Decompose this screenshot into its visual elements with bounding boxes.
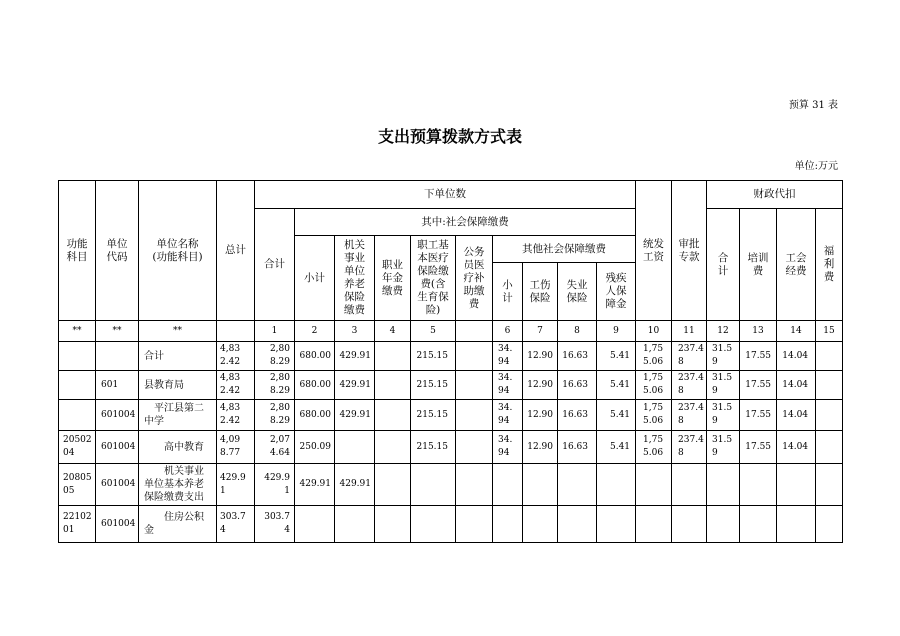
func-code-cell	[59, 464, 96, 506]
pension-cell	[335, 464, 375, 506]
header-unit-code	[96, 181, 139, 321]
welfare-cell	[816, 371, 843, 400]
unit-code-value: 601	[101, 379, 119, 390]
func-code-value: 2210201	[63, 512, 92, 535]
unemployment-cell	[558, 464, 597, 506]
header-fiscal-withholding	[707, 181, 843, 209]
civil-medical-cell	[456, 506, 493, 543]
other-subtotal-value: 34.94	[498, 373, 513, 396]
col-number-total	[217, 321, 255, 342]
unit-code-value: 601004	[101, 479, 136, 489]
training-cell	[740, 506, 777, 543]
col-number-annuity: 4	[375, 321, 411, 342]
header-total	[217, 181, 255, 321]
header-injury	[523, 263, 558, 321]
welfare-cell	[816, 431, 843, 464]
col-number-civil-medical	[456, 321, 493, 342]
training-value: 17.55	[745, 409, 772, 420]
unit-code-cell	[96, 506, 139, 543]
training-value: 17.55	[745, 441, 772, 452]
header-pension-label: 机关事业单位养老保险缴费	[344, 239, 365, 316]
fw-total-cell	[707, 342, 740, 371]
fw-total-cell	[707, 506, 740, 543]
training-cell	[740, 342, 777, 371]
special-fund-value: 237.48	[678, 344, 704, 367]
pension-cell	[335, 342, 375, 371]
header-medical	[411, 236, 456, 321]
header-training-label: 培训费	[747, 251, 769, 277]
disability-value: 5.41	[609, 379, 631, 390]
unified-salary-cell	[636, 342, 672, 371]
special-fund-value: 237.48	[678, 435, 704, 458]
col-number-unit-code: **	[96, 321, 139, 342]
table-header	[59, 181, 843, 321]
injury-value: 12.90	[527, 409, 553, 420]
col-number-func-code: **	[59, 321, 96, 342]
ss-subtotal-value: 680.00	[299, 350, 331, 361]
func-code-cell	[59, 342, 96, 371]
unit-code-cell	[96, 431, 139, 464]
table-body	[59, 321, 843, 543]
header-civil-medical-label: 公务员医疗补助缴费	[463, 245, 485, 310]
header-union	[777, 209, 816, 321]
total-cell	[217, 464, 255, 506]
disability-cell	[597, 464, 636, 506]
unemployment-cell	[558, 371, 597, 400]
other-subtotal-cell	[493, 464, 523, 506]
header-fw-total	[707, 209, 740, 321]
lower-total-cell	[255, 371, 295, 400]
total-value: 303.74	[220, 512, 246, 535]
ss-subtotal-value: 680.00	[299, 379, 331, 390]
other-subtotal-cell	[493, 431, 523, 464]
training-cell	[740, 431, 777, 464]
injury-cell	[523, 431, 558, 464]
lower-total-value: 303.74	[264, 512, 290, 535]
func-code-value: 2050204	[63, 435, 92, 458]
special-fund-cell	[672, 371, 707, 400]
lower-total-cell	[255, 464, 295, 506]
header-unified-salary	[636, 181, 672, 321]
lower-total-cell	[255, 431, 295, 464]
header-unit-code-label: 单位代码	[106, 237, 128, 263]
unit-name-cell	[139, 431, 217, 464]
header-medical-label: 职工基本医疗保险缴费(含生育保险)	[417, 239, 449, 316]
other-subtotal-value: 34.94	[498, 403, 513, 426]
unit-code-value: 601004	[101, 441, 136, 452]
fw-total-value: 31.59	[712, 373, 733, 396]
header-fiscal-withholding-label: 财政代扣	[753, 188, 796, 200]
col-number-unemployment: 8	[558, 321, 597, 342]
medical-cell	[411, 506, 456, 543]
disability-cell	[597, 342, 636, 371]
header-lower-units	[255, 181, 636, 209]
lower-total-value: 2,808.29	[269, 403, 290, 426]
unit-name-cell	[139, 400, 217, 431]
injury-cell	[523, 400, 558, 431]
fw-total-value: 31.59	[712, 403, 733, 426]
header-unified-salary-label: 统发工资	[643, 237, 665, 263]
col-number-disability: 9	[597, 321, 636, 342]
header-func-subject-label: 功能科目	[66, 237, 88, 263]
ss-subtotal-cell	[295, 506, 335, 543]
pension-value: 429.91	[339, 350, 371, 361]
special-fund-cell	[672, 400, 707, 431]
unit-name-value: 住房公积金	[144, 512, 204, 536]
special-fund-cell	[672, 464, 707, 506]
disability-cell	[597, 400, 636, 431]
header-other-subtotal-label: 小计	[502, 278, 513, 304]
func-code-cell	[59, 431, 96, 464]
header-civil-medical	[456, 236, 493, 321]
table-number: 预算 31 表	[788, 100, 838, 111]
civil-medical-cell	[456, 400, 493, 431]
unit-name-cell	[139, 371, 217, 400]
total-value: 429.91	[220, 472, 246, 496]
col-number-medical: 5	[411, 321, 456, 342]
unit-name-value: 机关事业单位基本养老保险缴费支出	[144, 466, 204, 503]
unified-salary-cell	[636, 464, 672, 506]
welfare-cell	[816, 400, 843, 431]
page-title: 支出预算拨款方式表	[377, 127, 522, 146]
table-row	[59, 431, 843, 464]
unified-salary-value: 1,755.06	[643, 373, 664, 396]
medical-value: 215.15	[416, 441, 448, 452]
unemployment-cell	[558, 431, 597, 464]
col-number-fw-total: 12	[707, 321, 740, 342]
header-row-1	[59, 181, 843, 209]
unit-code-cell	[96, 371, 139, 400]
fw-total-value: 31.59	[712, 435, 733, 458]
fw-total-cell	[707, 371, 740, 400]
pension-cell	[335, 400, 375, 431]
medical-cell	[411, 371, 456, 400]
union-cell	[777, 371, 816, 400]
unemployment-cell	[558, 506, 597, 543]
table-row	[59, 464, 843, 506]
header-ss-subtotal-label: 小计	[304, 271, 325, 284]
welfare-cell	[816, 464, 843, 506]
header-fw-total-label: 合计	[717, 251, 729, 277]
lower-total-cell	[255, 342, 295, 371]
other-subtotal-value: 34.94	[498, 435, 513, 458]
header-func-subject	[59, 181, 96, 321]
unit-label: 单位:万元	[794, 161, 838, 172]
col-number-pension: 3	[335, 321, 375, 342]
unemployment-value: 16.63	[562, 441, 588, 452]
header-social-security	[295, 209, 636, 236]
header-annuity-label: 职业年金缴费	[382, 258, 403, 297]
other-subtotal-cell	[493, 342, 523, 371]
header-other-ss-label: 其他社会保障缴费	[522, 242, 607, 255]
unemployment-cell	[558, 400, 597, 431]
medical-value: 215.15	[416, 409, 448, 420]
unified-salary-cell	[636, 431, 672, 464]
func-code-cell	[59, 506, 96, 543]
injury-cell	[523, 371, 558, 400]
civil-medical-cell	[456, 371, 493, 400]
ss-subtotal-cell	[295, 342, 335, 371]
ss-subtotal-cell	[295, 431, 335, 464]
table-row	[59, 400, 843, 431]
medical-value: 215.15	[416, 379, 448, 390]
ss-subtotal-value: 429.91	[299, 479, 331, 489]
unified-salary-value: 1,755.06	[643, 403, 664, 426]
table-row	[59, 506, 843, 543]
unified-salary-cell	[636, 400, 672, 431]
table-row	[59, 342, 843, 371]
unemployment-value: 16.63	[562, 409, 588, 420]
unit-name-cell	[139, 342, 217, 371]
pension-cell	[335, 506, 375, 543]
disability-cell	[597, 371, 636, 400]
unified-salary-cell	[636, 371, 672, 400]
lower-total-value: 429.91	[264, 472, 290, 496]
col-number-injury: 7	[523, 321, 558, 342]
union-value: 14.04	[782, 379, 809, 390]
pension-value: 429.91	[339, 479, 371, 489]
unemployment-value: 16.63	[562, 350, 588, 361]
col-number-ss-subtotal: 2	[295, 321, 335, 342]
pension-value: 429.91	[339, 409, 371, 420]
col-number-special-fund: 11	[672, 321, 707, 342]
col-number-unified-salary: 10	[636, 321, 672, 342]
total-cell	[217, 431, 255, 464]
union-cell	[777, 506, 816, 543]
unit-name-value: 平江县第二中学	[144, 403, 204, 427]
injury-cell	[523, 342, 558, 371]
annuity-cell	[375, 431, 411, 464]
func-code-cell	[59, 400, 96, 431]
col-number-other-subtotal: 6	[493, 321, 523, 342]
header-annuity	[375, 236, 411, 321]
other-subtotal-cell	[493, 506, 523, 543]
disability-cell	[597, 506, 636, 543]
union-value: 14.04	[782, 441, 809, 452]
header-welfare	[816, 209, 843, 321]
table-row	[59, 371, 843, 400]
pension-cell	[335, 371, 375, 400]
unified-salary-cell	[636, 506, 672, 543]
lower-total-value: 2,808.29	[269, 373, 290, 396]
header-disability	[597, 263, 636, 321]
total-cell	[217, 400, 255, 431]
medical-cell	[411, 342, 456, 371]
injury-value: 12.90	[527, 350, 553, 361]
header-training	[740, 209, 777, 321]
ss-subtotal-cell	[295, 371, 335, 400]
total-value: 4,832.42	[220, 403, 241, 426]
union-cell	[777, 400, 816, 431]
training-cell	[740, 400, 777, 431]
disability-cell	[597, 431, 636, 464]
other-subtotal-cell	[493, 400, 523, 431]
total-value: 4,832.42	[220, 373, 241, 396]
civil-medical-cell	[456, 464, 493, 506]
medical-cell	[411, 400, 456, 431]
col-number-union: 14	[777, 321, 816, 342]
header-unit-name	[139, 181, 217, 321]
welfare-cell	[816, 506, 843, 543]
total-cell	[217, 342, 255, 371]
total-cell	[217, 371, 255, 400]
lower-total-value: 2,808.29	[269, 344, 290, 367]
welfare-cell	[816, 342, 843, 371]
ss-subtotal-value: 680.00	[299, 409, 331, 420]
special-fund-value: 237.48	[678, 403, 704, 426]
union-value: 14.04	[782, 350, 809, 361]
header-welfare-label: 福利费	[823, 245, 835, 283]
medical-cell	[411, 431, 456, 464]
header-unit-name-label: 单位名称	[156, 237, 199, 250]
unit-name-value: 高中教育	[164, 441, 204, 453]
unit-code-cell	[96, 400, 139, 431]
annuity-cell	[375, 464, 411, 506]
annuity-cell	[375, 371, 411, 400]
injury-cell	[523, 464, 558, 506]
unemployment-value: 16.63	[562, 379, 588, 390]
other-subtotal-value: 34.94	[498, 344, 513, 367]
unified-salary-value: 1,755.06	[643, 344, 664, 367]
total-value: 4,832.42	[220, 344, 241, 367]
training-value: 17.55	[745, 379, 772, 390]
special-fund-cell	[672, 506, 707, 543]
special-fund-cell	[672, 431, 707, 464]
header-ss-subtotal	[295, 236, 335, 321]
col-number-lower-total: 1	[255, 321, 295, 342]
budget-table	[58, 180, 843, 543]
unit-code-value: 601004	[101, 518, 136, 529]
header-unemployment-label: 失业保险	[566, 278, 588, 304]
unit-code-cell	[96, 342, 139, 371]
header-unemployment	[558, 263, 597, 321]
header-disability-label: 残疾人保障金	[605, 272, 627, 310]
special-fund-cell	[672, 342, 707, 371]
column-number-row	[59, 321, 843, 342]
pension-value: 429.91	[339, 379, 371, 390]
disability-value: 5.41	[609, 441, 631, 452]
fw-total-cell	[707, 464, 740, 506]
header-lower-total-label: 合计	[264, 258, 285, 270]
disability-value: 5.41	[609, 350, 631, 361]
header-unit-name-sub: (功能科目)	[152, 250, 203, 263]
header-union-label: 工会经费	[785, 251, 807, 277]
unit-name-cell	[139, 464, 217, 506]
header-lower-units-label: 下单位数	[424, 188, 467, 200]
injury-cell	[523, 506, 558, 543]
ss-subtotal-cell	[295, 464, 335, 506]
unified-salary-value: 1,755.06	[643, 435, 664, 458]
medical-value: 215.15	[416, 350, 448, 361]
col-number-welfare: 15	[816, 321, 843, 342]
civil-medical-cell	[456, 431, 493, 464]
union-cell	[777, 431, 816, 464]
func-code-cell	[59, 371, 96, 400]
pension-cell	[335, 431, 375, 464]
total-cell	[217, 506, 255, 543]
fw-total-cell	[707, 400, 740, 431]
injury-value: 12.90	[527, 379, 553, 390]
injury-value: 12.90	[527, 441, 553, 452]
unit-code-value: 601004	[101, 409, 136, 420]
fw-total-value: 31.59	[712, 344, 733, 367]
unit-name-value: 合计	[144, 350, 164, 362]
special-fund-value: 237.48	[678, 373, 704, 396]
col-number-training: 13	[740, 321, 777, 342]
other-subtotal-cell	[493, 371, 523, 400]
func-code-value: 2080505	[63, 472, 92, 496]
header-pension	[335, 236, 375, 321]
union-cell	[777, 342, 816, 371]
training-value: 17.55	[745, 350, 772, 361]
training-cell	[740, 371, 777, 400]
header-special-fund	[672, 181, 707, 321]
header-special-fund-label: 审批专款	[678, 237, 700, 263]
union-cell	[777, 464, 816, 506]
union-value: 14.04	[782, 409, 809, 420]
header-total-label: 总计	[225, 244, 246, 256]
civil-medical-cell	[456, 342, 493, 371]
unit-code-cell	[96, 464, 139, 506]
header-other-subtotal	[493, 263, 523, 321]
lower-total-cell	[255, 400, 295, 431]
unemployment-cell	[558, 342, 597, 371]
header-lower-total	[255, 209, 295, 321]
ss-subtotal-cell	[295, 400, 335, 431]
annuity-cell	[375, 506, 411, 543]
disability-value: 5.41	[609, 409, 631, 420]
lower-total-cell	[255, 506, 295, 543]
header-other-ss	[493, 236, 636, 263]
total-value: 4,098.77	[220, 435, 241, 458]
fw-total-cell	[707, 431, 740, 464]
annuity-cell	[375, 400, 411, 431]
training-cell	[740, 464, 777, 506]
unit-name-value: 县教育局	[144, 379, 184, 391]
header-social-security-label: 其中:社会保障缴费	[421, 215, 509, 228]
medical-cell	[411, 464, 456, 506]
col-number-unit-name: **	[139, 321, 217, 342]
unit-name-cell	[139, 506, 217, 543]
ss-subtotal-value: 250.09	[299, 441, 331, 452]
annuity-cell	[375, 342, 411, 371]
lower-total-value: 2,074.64	[269, 435, 290, 458]
header-injury-label: 工伤保险	[529, 278, 551, 304]
